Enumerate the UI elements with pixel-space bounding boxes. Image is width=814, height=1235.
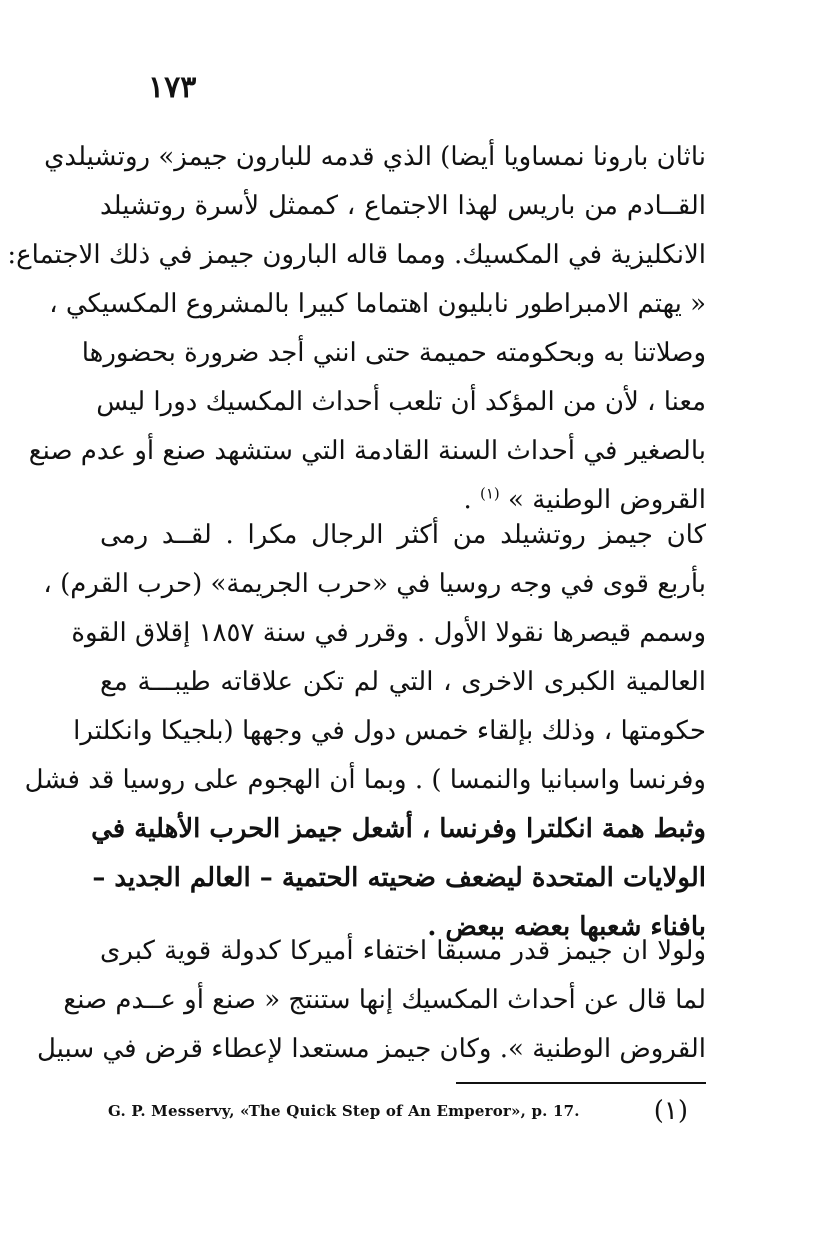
text-line: ولولا ان جيمز قدر مسبقا اختفاء أميركا كدولة قوية كبرى — [100, 936, 706, 966]
text-line: حكومتها ، وذلك بإلقاء خمس دول في وجهها (بلجيكا وانكلترا — [73, 716, 706, 746]
text-line: وسمم قيصرها نقولا الأول . وقرر في سنة ١٨٥٧ إقلاق القوة — [71, 618, 706, 648]
footnote-marker: (١) — [653, 1096, 688, 1126]
text-line: العالمية الكبرى الاخرى ، التي لم تكن علاقاته طيبـــة مع — [100, 667, 706, 697]
text-line: وثبط همة انكلترا وفرنسا ، أشعل جيمز الحرب الأهلية في — [91, 814, 706, 844]
text-line: وصلاتنا به وبحكومته حميمة حتى انني أجد ضرورة بحضورها — [81, 338, 706, 368]
footnote-divider — [456, 1082, 706, 1084]
text-line: معنا ، لأن من المؤكد أن تلعب أحداث المكسيك دورا ليس — [96, 387, 706, 417]
text-line: الولايات المتحدة ليضعف ضحيته الحتمية – العالم الجديد – — [92, 863, 706, 893]
paragraph — [36, 927, 706, 1074]
footnote — [100, 1096, 706, 1136]
text-line: ناثان بارونا نمساويا أيضا) الذي قدمه للبارون جيمز» روتشيلدي — [44, 142, 706, 172]
paragraph — [7, 133, 706, 525]
text-line: بافناء شعبها بعضه ببعض . — [427, 912, 706, 942]
text-line: وفرنسا واسبانيا والنمسا ) . وبما أن الهجوم على روسيا قد فشل — [24, 765, 706, 795]
text-line: بأربع قوى في وجه روسيا في «حرب الجريمة» (حرب القرم) ، — [43, 569, 706, 599]
text-line: « يهتم الامبراطور نابليون اهتماما كبيرا بالمشروع المكسيكي ، — [49, 289, 706, 319]
page-number: ١٧٣ — [148, 70, 197, 105]
text-line: القروض الوطنية ». وكان جيمز مستعدا لإعطاء قرض في سبيل — [36, 1034, 706, 1064]
text-line: لما قال عن أحداث المكسيك إنها ستنتج « صنع أو عــدم صنع — [63, 985, 706, 1015]
text-line: القــادم من باريس لهذا الاجتماع ، كممثل لأسرة روتشيلد — [100, 191, 706, 221]
footnote-reference: (١) — [479, 484, 500, 503]
text-line: بالصغير في أحداث السنة القادمة التي ستشهد صنع أو عدم صنع — [28, 436, 706, 466]
paragraph — [24, 511, 706, 952]
text-line-tail: . — [463, 485, 472, 515]
text-line: كان جيمز روتشيلد من أكثر الرجال مكرا . لقــد رمى — [100, 520, 706, 550]
footnote-text: G. P. Messervy, «The Quick Step of An Emperor», p. 17. — [108, 1102, 580, 1120]
text-line: الانكليزية في المكسيك. ومما قاله البارون جيمز في ذلك الاجتماع: — [7, 240, 706, 270]
text-line-body: القروض الوطنية » — [508, 485, 706, 515]
